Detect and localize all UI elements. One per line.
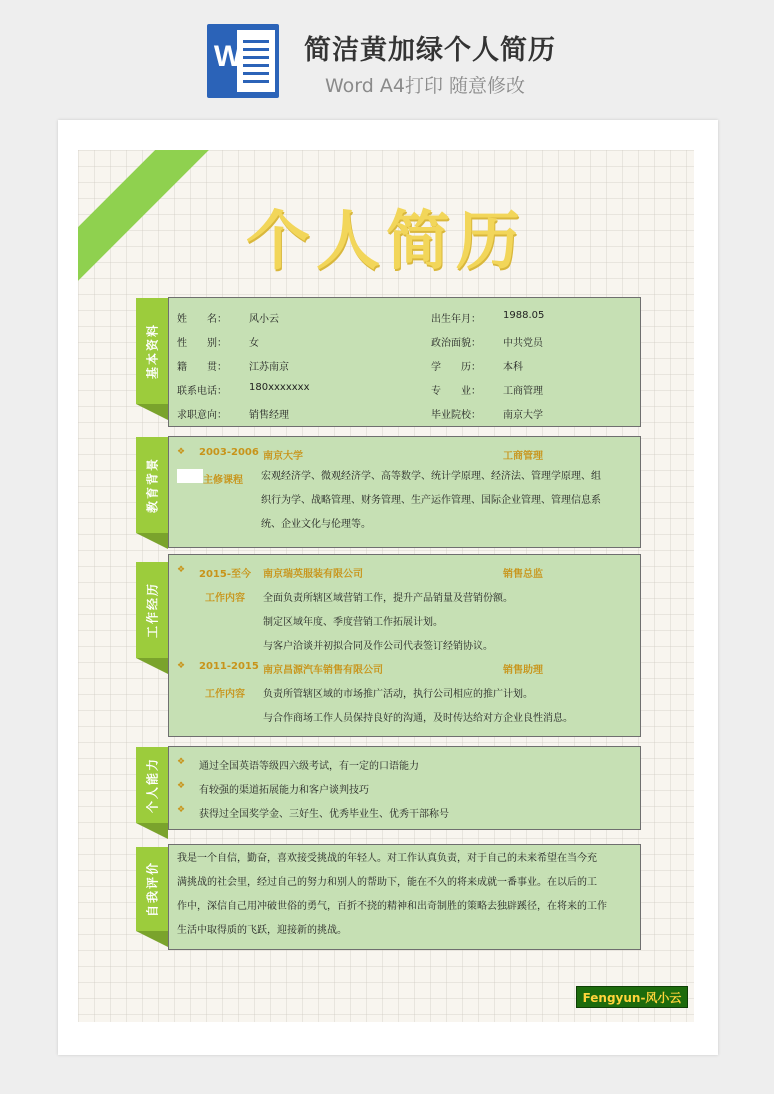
job-company: 南京瑞英服装有限公司 (263, 569, 363, 580)
author-signature: Fengyun-风小云 (576, 986, 688, 1008)
edu-period: 2003-2006 (199, 447, 259, 458)
job-duty: 与客户洽谈并初拟合同及作公司代表签订经销协议。 (263, 641, 493, 652)
skill-item: 获得过全国奖学金、三好生、优秀毕业生、优秀干部称号 (199, 809, 449, 820)
job-duty: 制定区域年度、季度营销工作拓展计划。 (263, 617, 443, 628)
field-value: 风小云 (249, 314, 279, 325)
resume-title: 个人简历 (246, 205, 526, 279)
courses-line: 织行为学、战略管理、财务管理、生产运作管理、国际企业管理、管理信息系 (261, 495, 601, 506)
evaluation-box (168, 844, 641, 950)
section-tab-evaluation (136, 847, 168, 931)
field-label: 出生年月： (431, 314, 481, 325)
field-value: 女 (249, 338, 259, 349)
skill-item: 有较强的渠道拓展能力和客户谈判技巧 (199, 785, 369, 796)
job-company: 南京昌源汽车销售有限公司 (263, 665, 383, 676)
field-label: 籍 贯： (177, 362, 227, 373)
evaluation-line: 满挑战的社会里，经过自己的努力和别人的帮助下，能在不久的将来成就一番事业。在以后的工 (177, 877, 597, 888)
header (0, 0, 774, 110)
field-label: 毕业院校： (431, 410, 481, 421)
job-title: 销售助理 (503, 665, 543, 676)
job-title: 销售总监 (503, 569, 543, 580)
education-box (168, 436, 641, 548)
edu-school: 南京大学 (263, 451, 303, 462)
section-tab-label: 工作经历 (145, 581, 160, 639)
section-tab-work (136, 562, 168, 658)
field-value: 销售经理 (249, 410, 289, 421)
section-tab-label: 自我评价 (145, 860, 160, 918)
field-value: 江苏南京 (249, 362, 289, 373)
section-tab-skills (136, 747, 168, 823)
section-tab-label: 个人能力 (145, 756, 160, 814)
section-tab-label: 基本资料 (145, 322, 160, 380)
field-value: 南京大学 (503, 410, 543, 421)
courses-label: 主修课程 (203, 475, 243, 486)
field-value: 本科 (503, 362, 523, 373)
diamond-bullet-icon: ❖ (177, 565, 186, 575)
work-box (168, 554, 641, 737)
field-label: 求职意向： (177, 410, 227, 421)
diamond-bullet-icon: ❖ (177, 781, 186, 791)
diamond-bullet-icon: ❖ (177, 661, 186, 671)
job-duty: 负责所管辖区域的市场推广活动，执行公司相应的推广计划。 (263, 689, 533, 700)
document-page (58, 120, 718, 1055)
section-tab-label: 教育背景 (145, 456, 160, 514)
diamond-bullet-icon: ❖ (177, 805, 186, 815)
field-label: 联系电话： (177, 386, 227, 397)
skills-box (168, 746, 641, 830)
evaluation-line: 作中，深信自己用冲破世俗的勇气，百折不挠的精神和出奇制胜的策略去独辟蹊径，在将来的工作 (177, 901, 607, 912)
page-title: 简洁黄加绿个人简历 (304, 35, 556, 66)
word-document-icon (207, 24, 279, 98)
section-tab-basic (136, 298, 168, 404)
resume-sheet (78, 150, 694, 1022)
job-duty: 与合作商场工作人员保持良好的沟通，及时传达给对方企业良性消息。 (263, 713, 573, 724)
field-label: 政治面貌： (431, 338, 481, 349)
courses-line: 统、企业文化与伦理等。 (261, 519, 371, 530)
evaluation-line: 我是一个自信，勤奋，喜欢接受挑战的年轻人。对工作认真负责，对于自己的未来希望在当今充 (177, 853, 597, 864)
field-value: 1988.05 (503, 310, 545, 321)
evaluation-line: 生活中取得质的飞跃，迎接新的挑战。 (177, 925, 347, 936)
field-label: 性 别： (177, 338, 227, 349)
courses-line: 宏观经济学、微观经济学、高等数学、统计学原理、经济法、管理学原理、组 (261, 471, 601, 482)
basic-info-box (168, 297, 641, 427)
word-icon-letter: W (213, 40, 243, 73)
field-label: 专 业： (431, 386, 481, 397)
page-subtitle: Word A4打印 随意修改 (325, 75, 526, 97)
diamond-bullet-icon: ❖ (177, 757, 186, 767)
job-content-label: 工作内容 (205, 689, 245, 700)
job-content-label: 工作内容 (205, 593, 245, 604)
skill-item: 通过全国英语等级四六级考试，有一定的口语能力 (199, 761, 419, 772)
edu-major: 工商管理 (503, 451, 543, 462)
job-period: 2011-2015 (199, 661, 259, 672)
job-period: 2015-至今 (199, 569, 251, 580)
field-value: 180xxxxxxx (249, 382, 310, 393)
white-patch (177, 469, 203, 483)
field-value: 中共党员 (503, 338, 543, 349)
diamond-bullet-icon: ❖ (177, 447, 186, 457)
field-label: 学 历： (431, 362, 481, 373)
job-duty: 全面负责所辖区域营销工作，提升产品销量及营销份额。 (263, 593, 513, 604)
field-label: 姓 名： (177, 314, 227, 325)
field-value: 工商管理 (503, 386, 543, 397)
section-tab-education (136, 437, 168, 533)
